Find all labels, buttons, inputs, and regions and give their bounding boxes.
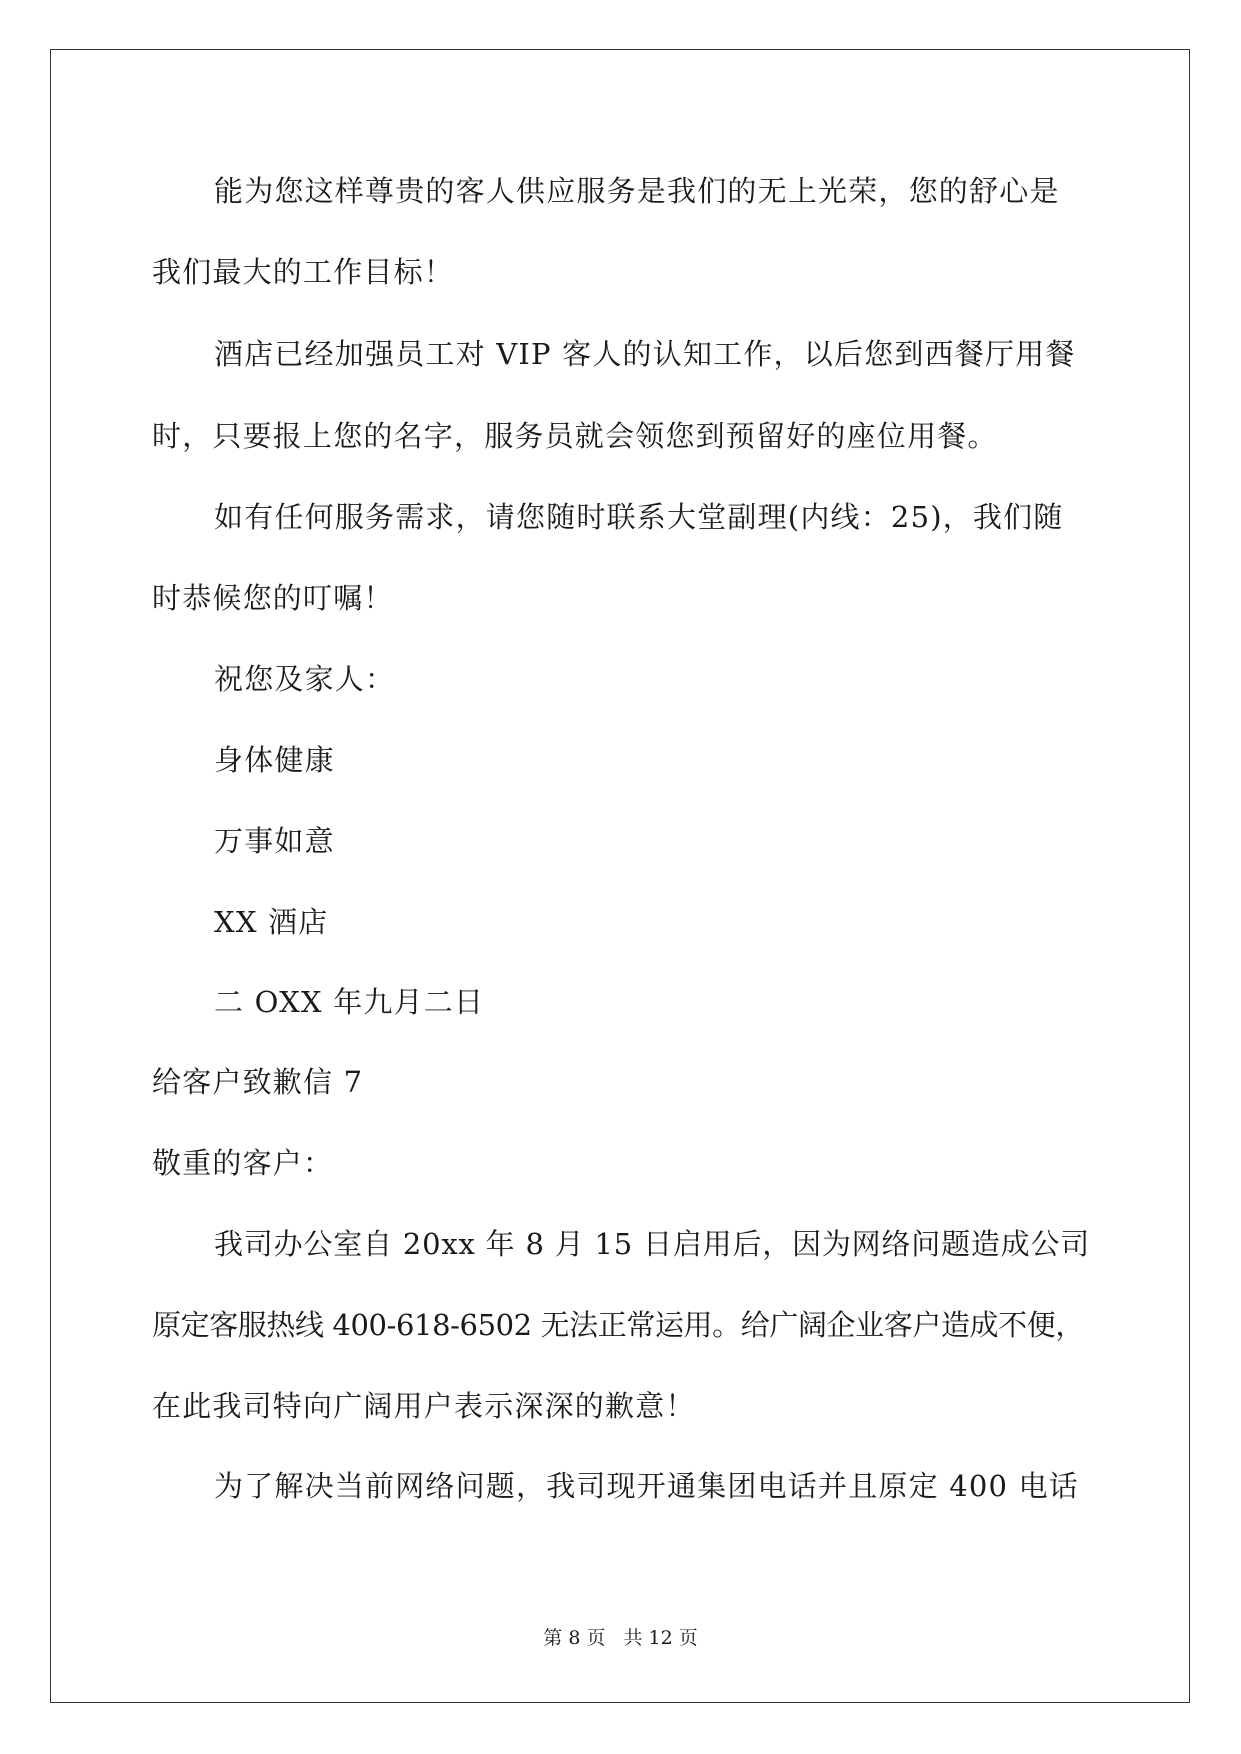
page-footer (0, 1626, 1241, 1650)
body-line-17: 为了解决当前网络问题，我司现开通集团电话并且原定 400 电话 (214, 1469, 1079, 1503)
body-line-10: XX 酒店 (214, 905, 329, 939)
body-line-14: 我司办公室自 20xx 年 8 月 15 日启用后，因为网络问题造成公司 (214, 1227, 1091, 1261)
body-line-4: 时，只要报上您的名字，服务员就会领您到预留好的座位用餐。 (152, 419, 998, 453)
letter-title: 给客户致歉信 7 (152, 1065, 364, 1099)
body-line-2: 我们最大的工作目标！ (152, 255, 455, 289)
body-line-3: 酒店已经加强员工对 VIP 客人的认知工作，以后您到西餐厅用餐 (214, 337, 1076, 371)
body-line-16: 在此我司特向广阔用户表示深深的歉意！ (152, 1389, 696, 1423)
page-number: 第 8 页 (543, 1627, 606, 1649)
page-border (50, 49, 1190, 1703)
page-total: 共 12 页 (623, 1627, 698, 1649)
body-line-1: 能为您这样尊贵的客人供应服务是我们的无上光荣，您的舒心是 (214, 174, 1060, 208)
greeting: 敬重的客户： (152, 1146, 334, 1180)
body-line-7: 祝您及家人： (214, 662, 396, 696)
body-line-11: 二 OXX 年九月二日 (214, 985, 485, 1019)
body-line-15: 原定客服热线 400-618-6502 无法正常运用。给广阔企业客户造成不便， (152, 1308, 1084, 1342)
body-line-6: 时恭候您的叮嘱！ (152, 581, 394, 615)
body-line-5: 如有任何服务需求，请您随时联系大堂副理(内线：25)，我们随 (214, 500, 1064, 534)
body-line-9: 万事如意 (214, 824, 335, 858)
body-line-8: 身体健康 (214, 743, 335, 777)
